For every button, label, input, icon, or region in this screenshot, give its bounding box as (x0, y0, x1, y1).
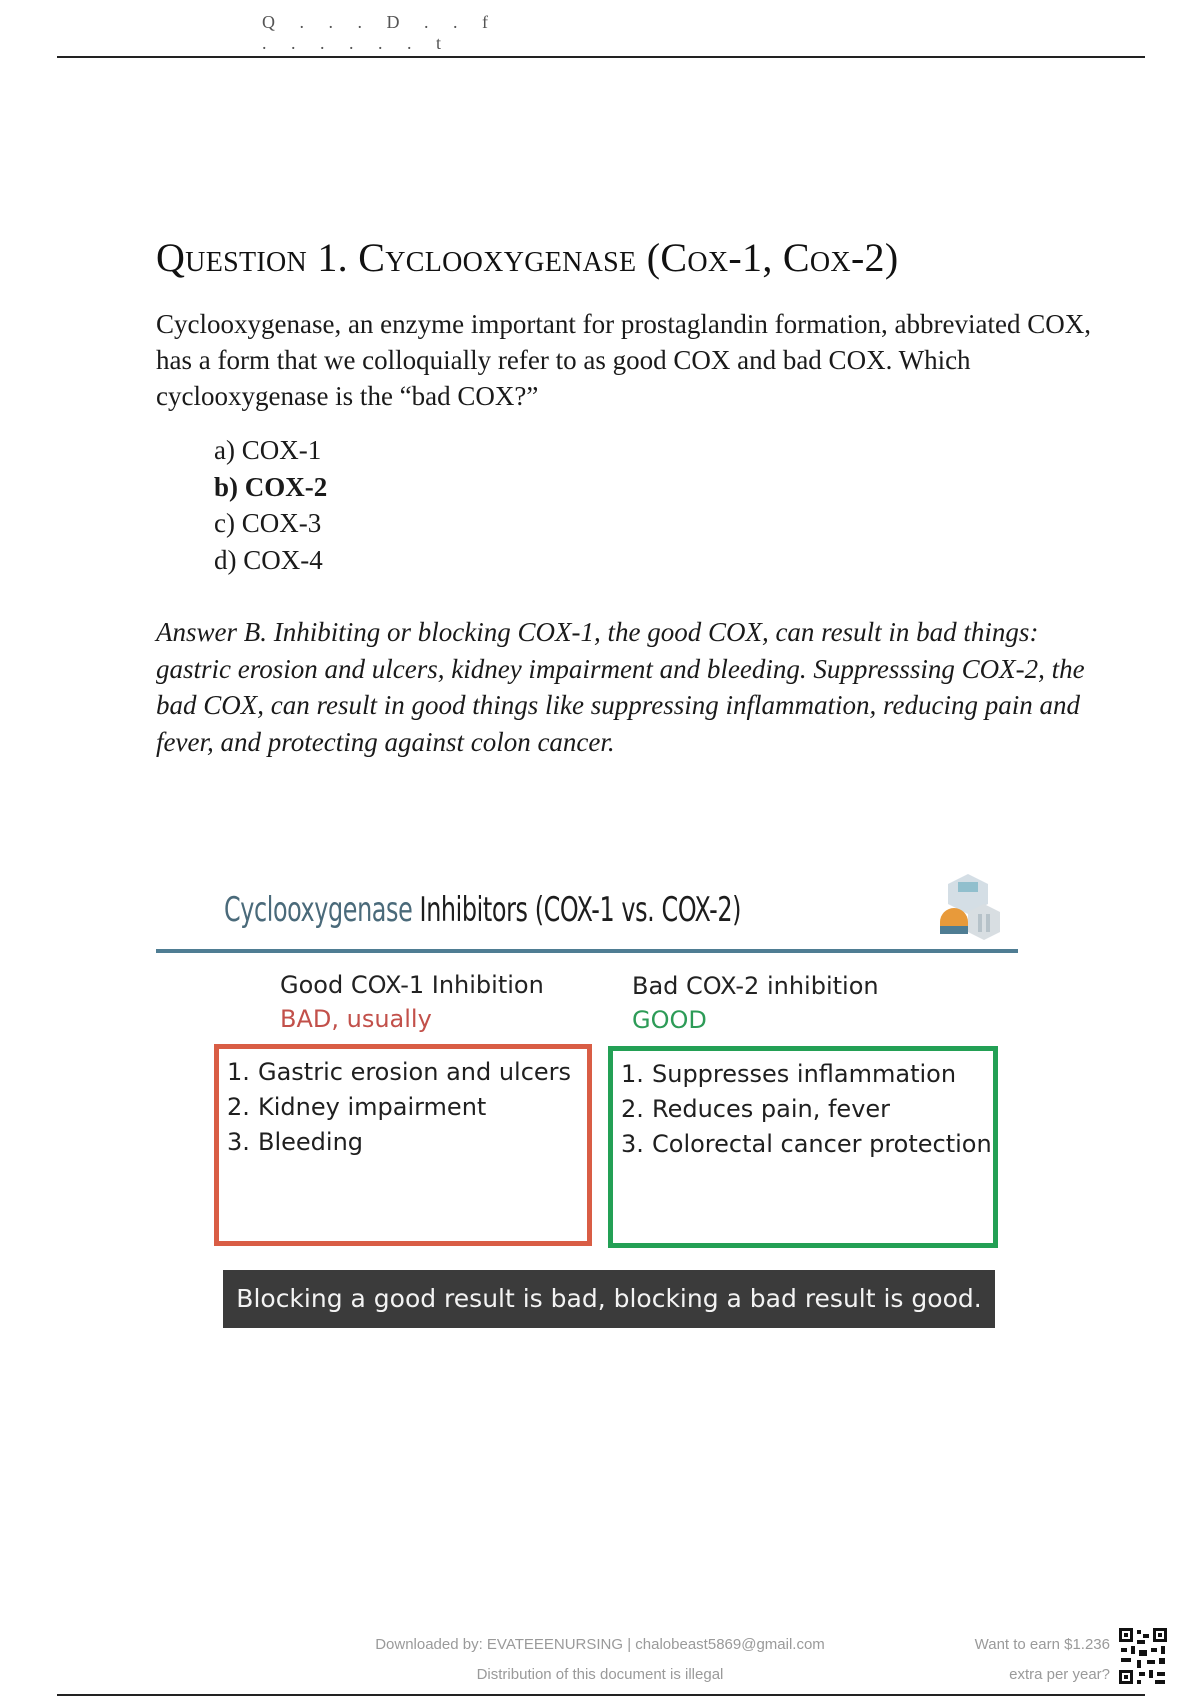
slide-divider (156, 949, 1018, 953)
question-body: Cyclooxygenase, an enzyme important for prostaglandin formation, abbreviated COX, has a form that we colloquially refer to as good COX and bad COX. Which cyclooxygenase is the “bad COX?” (156, 309, 1091, 411)
cut-off-header (262, 8, 522, 53)
slide-title (224, 890, 741, 930)
header-text: Q . . . D . . f . . . . . . t (262, 12, 498, 53)
answer-explanation: Answer B. Inhibiting or blocking COX-1, the good COX, can result in bad things: gastric erosion and ulcers, kidney impairment and bleeding. Suppresssing COX-2, the bad COX, can result in good things like suppressing inflammation, reducing pain and fever, and protecting against colon cancer. (156, 617, 1085, 757)
list-item: 2. Kidney impairment (227, 1093, 487, 1121)
list-item: 1. Gastric erosion and ulcers (227, 1058, 572, 1086)
list-item: 2. Reduces pain, fever (621, 1095, 891, 1123)
promo-line-2: extra per year? (1009, 1666, 1110, 1683)
cox2-heading: Bad COX-2 inhibition (632, 972, 879, 1000)
download-notice (300, 1630, 900, 1690)
earn-promo-link[interactable] (930, 1630, 1110, 1690)
pill-bottle-logo-icon (928, 870, 1008, 950)
slide-title-part1: Cyclooxygenase (224, 890, 413, 930)
option-d: d) COX-4 (214, 544, 323, 575)
downloaded-by-text: Downloaded by: EVATEEENURSING | chalobeast5869@gmail.com (375, 1636, 825, 1653)
cox1-subheading: BAD, usually (280, 1005, 432, 1033)
top-rule (57, 56, 1145, 58)
cox1-column-header (280, 968, 544, 1036)
cox2-column-header (632, 969, 879, 1037)
answer-options (214, 432, 327, 578)
cox-inhibitors-slide (150, 860, 1030, 1340)
distribution-text: Distribution of this document is illegal (476, 1666, 724, 1683)
bottom-rule (57, 1694, 1145, 1696)
question-title: Question 1. Cyclooxygenase (Cox-1, Cox-2) (156, 235, 899, 280)
summary-banner: Blocking a good result is bad, blocking a bad result is good. (223, 1270, 995, 1328)
option-b-correct: b) COX-2 (214, 471, 328, 502)
list-item: 1. Suppresses inflammation (621, 1060, 957, 1088)
cox2-effects-box (608, 1046, 998, 1248)
option-a: a) COX-1 (214, 435, 322, 465)
list-item: 3. Bleeding (227, 1128, 364, 1156)
cox1-heading: Good COX-1 Inhibition (280, 971, 544, 999)
option-c: c) COX-3 (214, 508, 322, 538)
promo-line-1: Want to earn $1.236 (974, 1636, 1110, 1653)
list-item: 3. Colorectal cancer protection (621, 1130, 992, 1158)
cox1-effects-box (214, 1044, 592, 1246)
qr-code-icon[interactable] (1117, 1626, 1169, 1686)
cox2-subheading: GOOD (632, 1006, 707, 1034)
slide-title-part2: Inhibitors (COX-1 vs. COX-2) (412, 890, 742, 930)
